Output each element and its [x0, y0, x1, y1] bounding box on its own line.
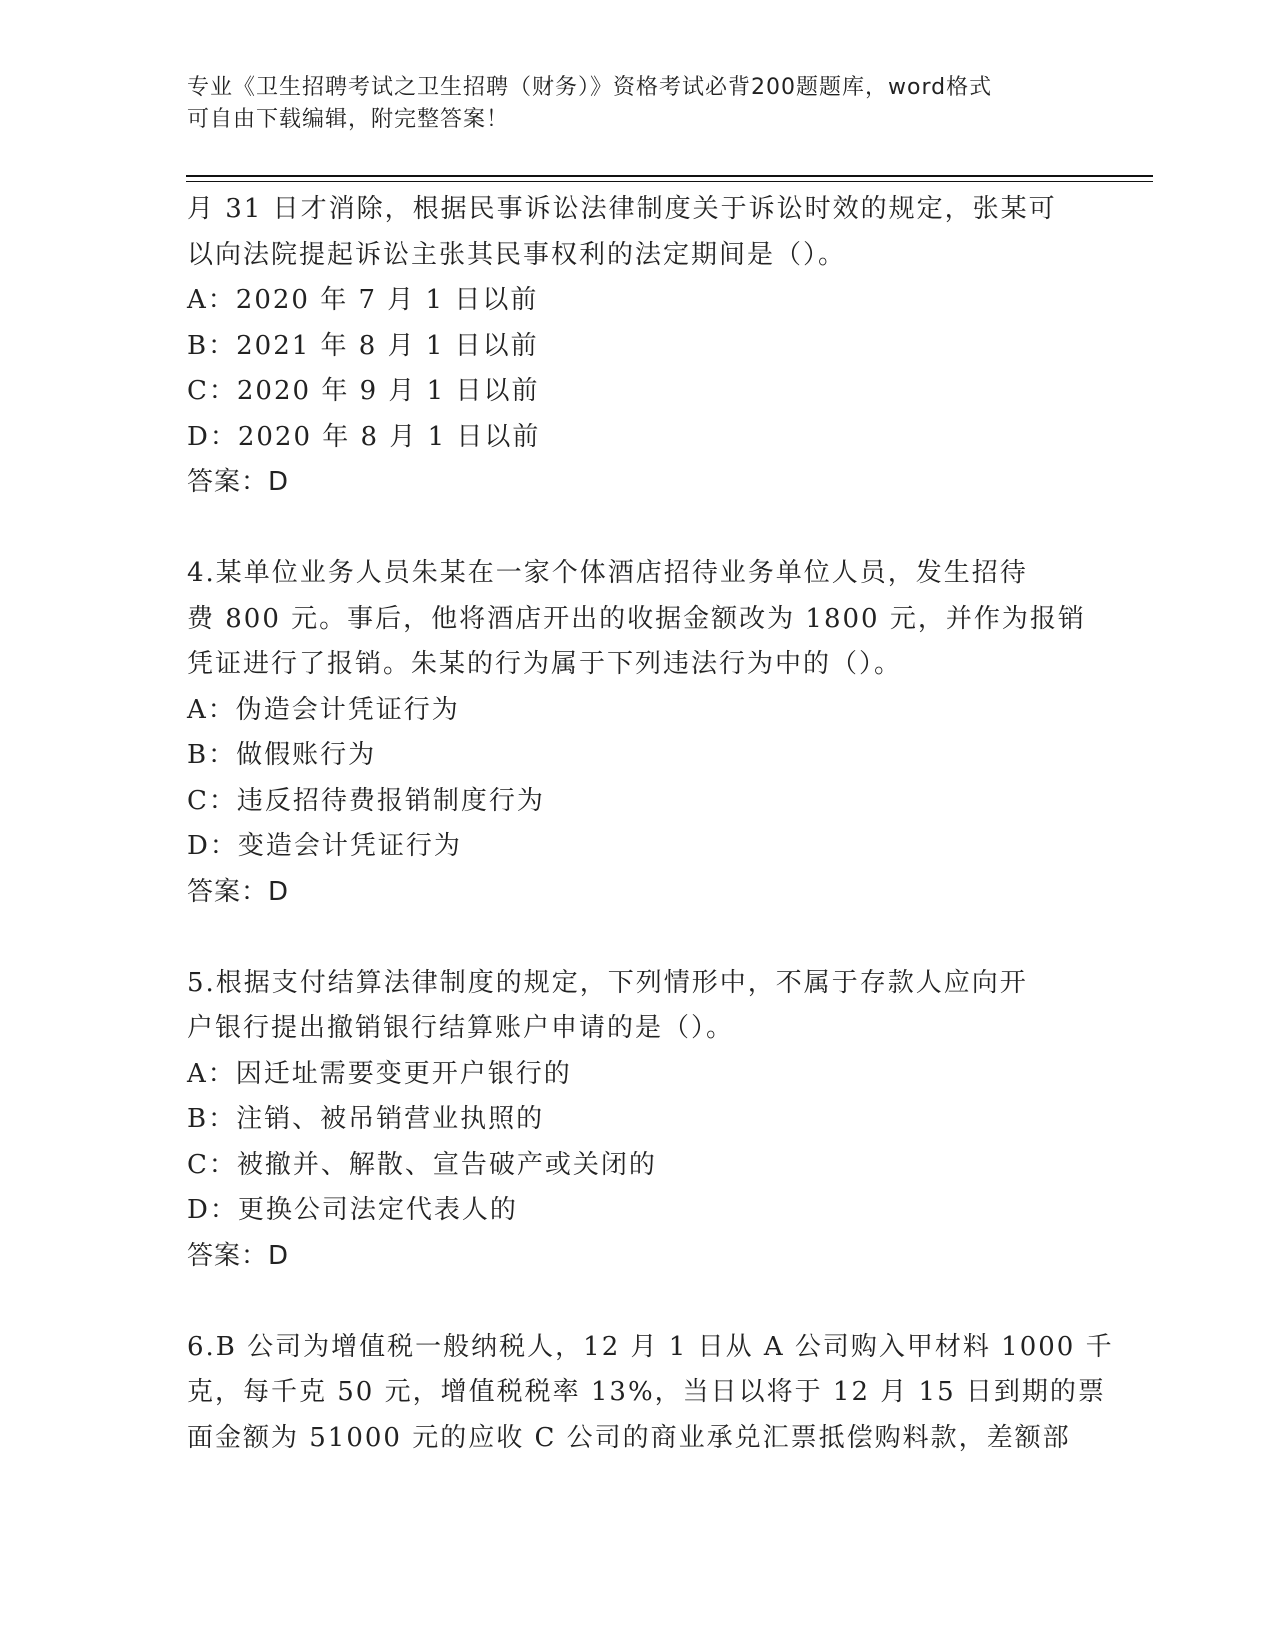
- option-c: C：2020 年 9 月 1 日以前: [187, 376, 540, 406]
- option-c: C：被撤并、解散、宣告破产或关闭的: [187, 1149, 657, 1180]
- answer-line: 答案：D: [187, 1240, 290, 1271]
- header-divider-thick: [186, 175, 1153, 177]
- question-stem: 费 800 元。事后，他将酒店开出的收据金额改为 1800 元，并作为报销: [187, 603, 1086, 634]
- question-stem: 克，每千克 50 元，增值税税率 13%，当日以将于 12 月 15 日到期的票: [187, 1377, 1106, 1407]
- question-stem: 月 31 日才消除，根据民事诉讼法律制度关于诉讼时效的规定，张某可: [187, 194, 1057, 224]
- header-title-line-1: 专业《卫生招聘考试之卫生招聘（财务）》资格考试必背200题题库，word格式: [187, 75, 993, 100]
- question-stem: 5.根据支付结算法律制度的规定，下列情形中，不属于存款人应向开: [187, 967, 1028, 998]
- question-6: [187, 1325, 1114, 1462]
- option-b: B：注销、被吊销营业执照的: [187, 1104, 545, 1134]
- question-stem: 户银行提出撤销银行结算账户申请的是（）。: [187, 1013, 735, 1043]
- option-d: D：2020 年 8 月 1 日以前: [187, 421, 541, 452]
- question-list: [187, 187, 1114, 1461]
- option-a: A：2020 年 7 月 1 日以前: [187, 285, 539, 315]
- answer-line: 答案：D: [187, 467, 290, 497]
- answer-line: 答案：D: [187, 876, 290, 907]
- question-4: [187, 551, 1087, 915]
- header-title-line-2: 可自由下载编辑，附完整答案！: [187, 107, 510, 132]
- option-d: D：变造会计凭证行为: [187, 831, 462, 861]
- option-b: B：做假账行为: [187, 740, 377, 770]
- question-stem: 4.某单位业务人员朱某在一家个体酒店招待业务单位人员，发生招待: [187, 558, 1028, 588]
- question-spacer: [187, 1279, 1087, 1325]
- question-5: [187, 961, 1087, 1280]
- option-a: A：因迁址需要变更开户银行的: [187, 1058, 572, 1089]
- question-spacer: [187, 915, 1087, 961]
- document-header: [187, 72, 1087, 136]
- header-divider-thin: [186, 181, 1153, 182]
- question-stem: 以向法院提起诉讼主张其民事权利的法定期间是（）。: [187, 239, 847, 270]
- question-spacer: [187, 506, 1087, 552]
- option-d: D：更换公司法定代表人的: [187, 1195, 518, 1225]
- option-a: A：伪造会计凭证行为: [187, 694, 460, 725]
- question-stem: 凭证进行了报销。朱某的行为属于下列违法行为中的（）。: [187, 649, 903, 679]
- option-c: C：违反招待费报销制度行为: [187, 785, 545, 816]
- question-stem: 6.B 公司为增值税一般纳税人，12 月 1 日从 A 公司购入甲材料 1000 千: [187, 1331, 1114, 1362]
- question-3: [187, 187, 1087, 506]
- option-b: B：2021 年 8 月 1 日以前: [187, 330, 539, 361]
- question-stem: 面金额为 51000 元的应收 C 公司的商业承兑汇票抵偿购料款，差额部: [187, 1422, 1071, 1453]
